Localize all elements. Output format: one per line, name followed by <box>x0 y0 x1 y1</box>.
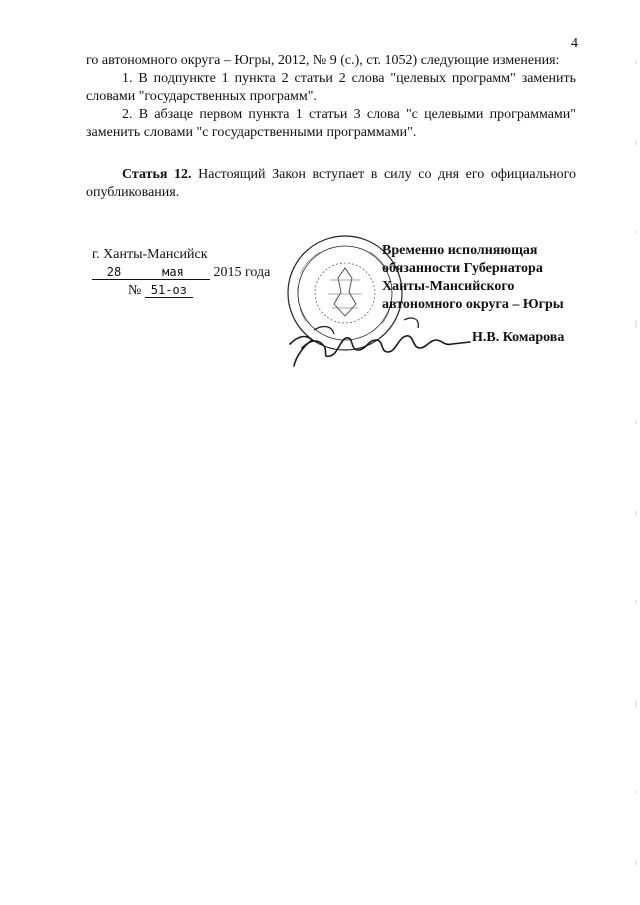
law-number <box>92 282 292 300</box>
article-text: Настоящий Закон вступает в силу со дня его официального опубликования. <box>86 167 576 200</box>
signer-position <box>382 242 582 314</box>
scan-edge-marks <box>632 0 640 905</box>
city: г. Ханты-Мансийск <box>92 247 208 262</box>
place-date-block <box>92 246 292 300</box>
date-month: мая <box>136 265 210 280</box>
page-number: 4 <box>571 36 578 51</box>
date-day: 28 <box>92 265 136 280</box>
signer-position-line-2: обязанности Губернатора <box>382 261 543 276</box>
continued-paragraph: го автономного округа – Югры, 2012, № 9 (с.), ст. 1052) следующие изменения: <box>86 53 560 68</box>
amendment-item-1: 1. В подпункте 1 пункта 2 статьи 2 слова "целевых программ" заменить словами "государственных программ". <box>86 71 576 104</box>
law-number-prefix: № <box>128 283 142 298</box>
date-year: 2015 года <box>213 265 271 280</box>
handwritten-signature <box>284 310 474 370</box>
law-number-value: 51-оз <box>145 283 193 298</box>
signer-position-line-4: автономного округа – Югры <box>382 297 564 312</box>
signer-position-line-3: Ханты-Мансийского <box>382 279 515 294</box>
article-12 <box>86 166 576 202</box>
article-label: Статья 12. <box>122 167 192 182</box>
document-body <box>86 52 576 202</box>
signing-date <box>92 264 292 282</box>
signer-name: Н.В. Комарова <box>472 330 565 345</box>
amendment-item-2: 2. В абзаце первом пункта 1 статьи 3 слова "с целевыми программами" заменить словами "с государственными программами". <box>86 107 576 140</box>
signer-position-line-1: Временно исполняющая <box>382 243 538 258</box>
